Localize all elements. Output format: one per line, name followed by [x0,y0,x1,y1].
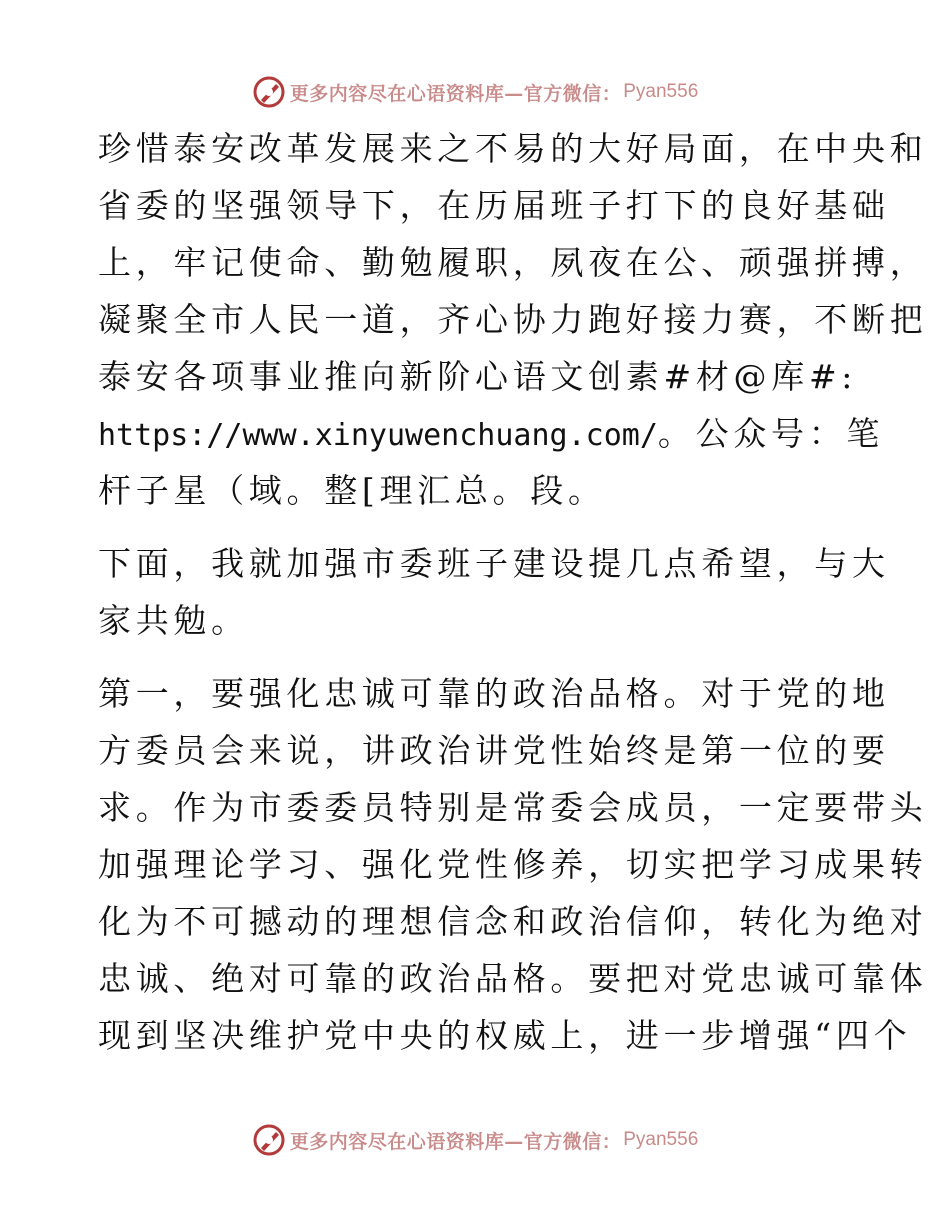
text-line: 下面，我就加强市委班子建设提几点希望，与大 [98,544,890,583]
text-line: 方委员会来说，讲政治讲党性始终是第一位的要 [98,731,890,770]
text-line: 化为不可撼动的理想信念和政治信仰，转化为绝对 [98,902,928,941]
text-line: 珍惜泰安改革发展来之不易的大好局面，在中央和 [98,129,928,168]
text-line: 上，牢记使命、勤勉履职，夙夜在公、顽强拼搏， [98,243,928,282]
document-body [98,120,928,1064]
text-line: 杆子星（域。整[理汇总。段。 [98,471,606,510]
header-wechat-id: Pyan556 [623,81,699,102]
header-banner-text: 更多内容尽在心语资料库—官方微信： [289,82,622,105]
text-line: 忠诚、绝对可靠的政治品格。要把对党忠诚可靠体 [98,959,928,998]
footer-wechat-id: Pyan556 [623,1129,699,1150]
text-line: 求。作为市委委员特别是常委会成员，一定要带头 [98,788,928,827]
url-line [98,405,885,462]
text-line: 第一，要强化忠诚可靠的政治品格。对于党的地 [98,674,890,713]
pen-logo-icon [252,75,286,109]
pen-logo-icon [252,1123,286,1157]
url-line-suffix: 。公众号：笔 [657,414,885,453]
text-line: 加强理论学习、强化党性修养，切实把学习成果转 [98,845,928,884]
footer-watermark-banner [0,1120,950,1160]
text-line: 省委的坚强领导下，在历届班子打下的良好基础 [98,186,890,225]
header-watermark-banner [0,72,950,112]
url-text: https://www.xinyuwenchuang.com/ [98,418,658,453]
footer-banner-text: 更多内容尽在心语资料库—官方微信： [289,1130,622,1153]
text-line: 凝聚全市人民一道，齐心协力跑好接力赛，不断把 [98,300,928,339]
text-line: 家共勉。 [98,601,249,640]
text-line: 现到坚决维护党中央的权威上，进一步增强“四个 [98,1016,912,1055]
text-line: 泰安各项事业推向新阶心语文创素#材@库#: [98,357,858,396]
